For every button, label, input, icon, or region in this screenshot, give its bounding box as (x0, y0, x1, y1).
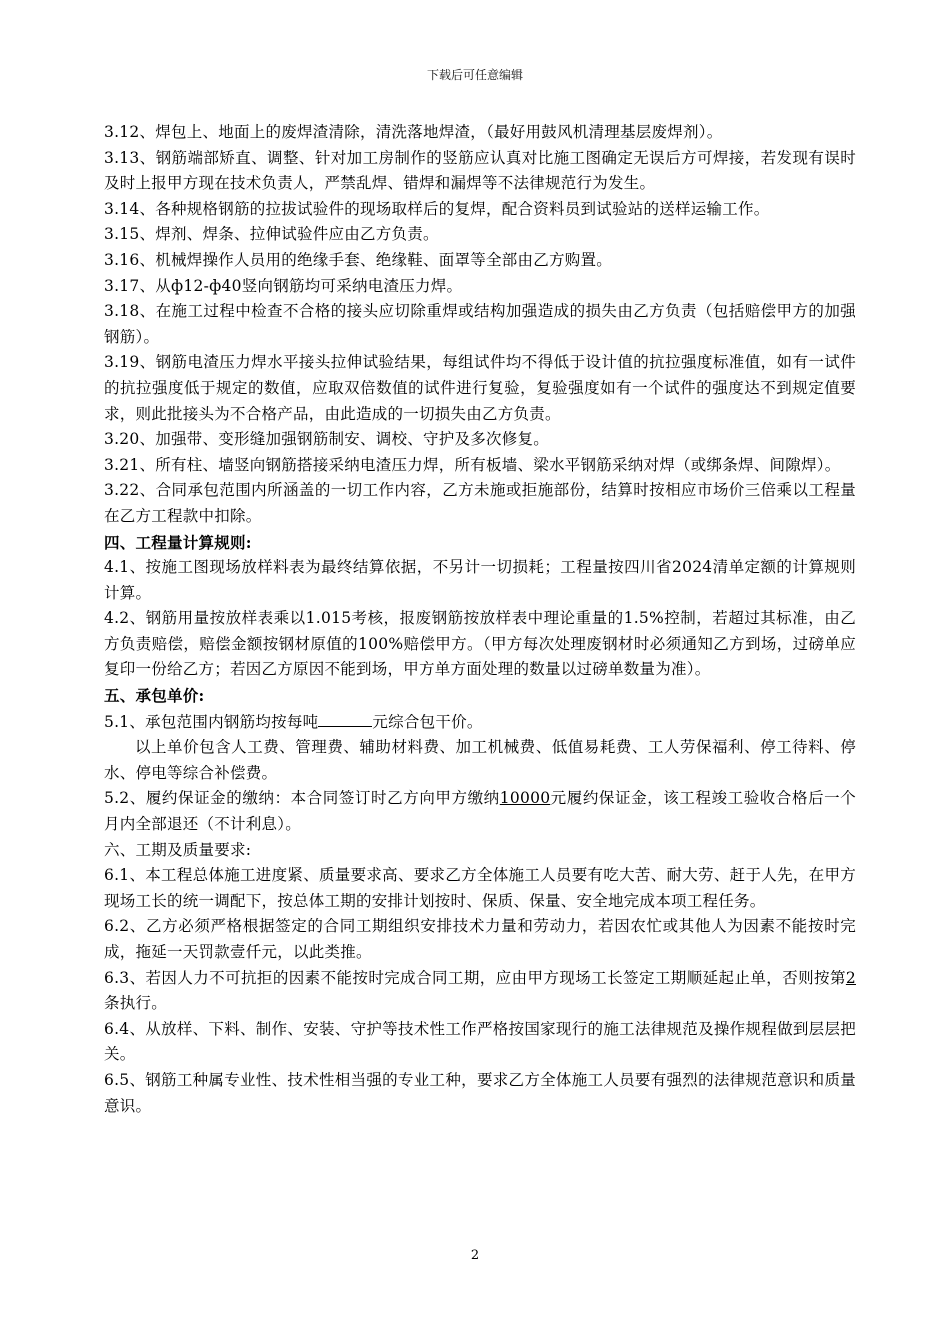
clause-6-2: 6.2、乙方必须严格根据签定的合同工期组织安排技术力量和劳动力，若因农忙或其他人为因素不能按时完成，拖延一天罚款壹仟元，以此类推。 (104, 917, 856, 961)
clause-3-13: 3.13、钢筋端部矫直、调整、针对加工房制作的竖筋应认真对比施工图确定无误后方可焊接，若发现有误时及时上报甲方现在技术负责人，严禁乱焊、错焊和漏焊等不法律规范行为发生。 (104, 148, 856, 193)
clause-6-3-text-b: 条执行。 (104, 994, 168, 1013)
clause-3-16: 3.16、机械焊操作人员用的绝缘手套、绝缘鞋、面罩等全部由乙方购置。 (104, 250, 613, 269)
clause-3-21: 3.21、所有柱、墙竖向钢筋搭接采纳电渣压力焊，所有板墙、梁水平钢筋采纳对焊（或绑条焊、间隙焊）。 (104, 455, 841, 474)
clause-6-3 (104, 966, 856, 1017)
clause-3-12: 3.12、焊包上、地面上的废焊渣清除，清洗落地焊渣，（最好用鼓风机清理基层废焊剂）。 (104, 123, 723, 141)
clause-6-4: 6.4、从放样、下料、制作、安装、守护等技术性工作严格按国家现行的施工法律规范及操作规程做到层层把关。 (104, 1019, 856, 1064)
clause-5-2 (104, 786, 856, 837)
document-body (104, 120, 856, 1119)
clause-5-1 (104, 709, 856, 736)
clause-3-18: 3.18、在施工过程中检查不合格的接头应切除重焊或结构加强造成的损失由乙方负责（包括赔偿甲方的加强钢筋）。 (104, 302, 856, 346)
page-header: 下载后可任意编辑 (426, 68, 523, 82)
clause-3-19: 3.19、钢筋电渣压力焊水平接头拉伸试验结果，每组试件均不得低于设计值的抗拉强度标准值，如有一试件的抗拉强度低于规定的数值，应取双倍数值的试件进行复验，复验强度如有一个试件的强度达不到规定值要求，则此批接头为不合格产品，由此造成的一切损失由乙方负责。 (104, 353, 856, 423)
price-blank-line (318, 709, 372, 727)
clause-4-1: 4.1、按施工图现场放样料表为最终结算依据，不另计一切损耗；工程量按四川省2024清单定额的计算规则计算。 (104, 558, 856, 602)
clause-5-1-text-b: 元综合包干价。 (372, 712, 483, 731)
clause-6-1: 6.1、本工程总体施工进度紧、质量要求高、要求乙方全体施工人员要有吃大苦、耐大劳、赶于人先，在甲方现场工长的统一调配下，按总体工期的安排计划按时、保质、保量、安全地完成本项工程任务。 (104, 866, 856, 910)
clause-3-20: 3.20、加强带、变形缝加强钢筋制安、调校、守护及多次修复。 (104, 430, 550, 449)
clause-3-14: 3.14、各种规格钢筋的拉拔试验件的现场取样后的复焊，配合资料员到试验站的送样运输工作。 (104, 199, 770, 218)
clause-3-17: 3.17、从ф12-ф40竖向钢筋均可采纳电渣压力焊。 (104, 276, 463, 295)
section-heading-5: 五、承包单价: (104, 686, 205, 706)
section-heading-6: 六、工期及质量要求: (104, 840, 252, 859)
clause-3-15: 3.15、焊剂、焊条、拉伸试验件应由乙方负责。 (104, 225, 439, 244)
page-number: 2 (470, 1248, 480, 1263)
clause-6-5: 6.5、钢筋工种属专业性、技术性相当强的专业工种，要求乙方全体施工人员要有强烈的法律规范意识和质量意识。 (104, 1070, 856, 1115)
section-heading-4: 四、工程量计算规则: (104, 532, 252, 552)
clause-5-1-text-a: 5.1、承包范围内钢筋均按每吨 (104, 712, 319, 731)
clause-3-22: 3.22、合同承包范围内所涵盖的一切工作内容，乙方未施或拒施部份，结算时按相应市场价三倍乘以工程量在乙方工程款中扣除。 (104, 481, 856, 525)
clause-5-2-text-b: 元履约保证金，该工程竣工验收合格后一个月内全部退还（不计利息）。 (104, 789, 856, 834)
clause-6-3-text-a: 6.3、若因人力不可抗拒的因素不能按时完成合同工期，应由甲方现场工长签定工期顺延起止单，否则按第 (104, 968, 846, 987)
clause-4-2: 4.2、钢筋用量按放样表乘以1.015考核，报废钢筋按放样表中理论重量的1.5%控制，若超过其标准，由乙方负责赔偿，赔偿金额按钢材原值的100%赔偿甲方。（甲方每次处理废钢材时必须通知乙方到场，过磅单应复印一份给乙方；若因乙方原因不能到场，甲方单方面处理的数量以过磅单数量为准）。 (104, 609, 856, 679)
deposit-amount: 10000 (499, 789, 551, 808)
clause-5-1-note: 以上单价包含人工费、管理费、辅助材料费、加工机械费、低值易耗费、工人劳保福利、停工待料、停水、停电等综合补偿费。 (104, 738, 856, 782)
clause-5-2-text-a: 5.2、履约保证金的缴纳：本合同签订时乙方向甲方缴纳 (104, 789, 500, 808)
clause-reference-number: 2 (845, 968, 856, 987)
